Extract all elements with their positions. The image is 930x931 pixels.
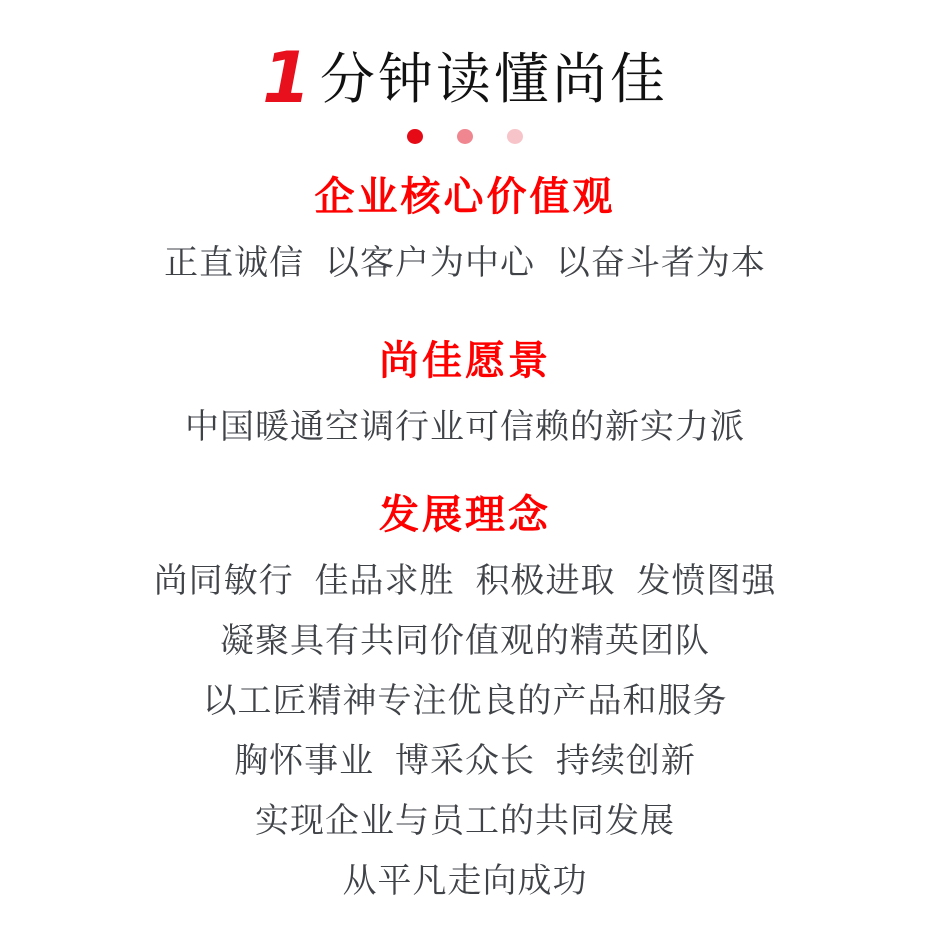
dot-light-pink-icon	[507, 129, 523, 144]
page-title	[0, 0, 930, 119]
development-line-2: 凝聚具有共同价值观的精英团队	[220, 622, 710, 660]
section-core-values-heading: 企业核心价值观	[314, 175, 616, 219]
core-values-line: 正直诚信 以客户为中心 以奋斗者为本	[164, 244, 766, 282]
development-line-3: 以工匠精神专注优良的产品和服务	[202, 682, 728, 720]
development-line-5: 实现企业与员工的共同发展	[255, 802, 675, 840]
dot-red-icon	[407, 129, 423, 144]
development-line-4: 胸怀事业 博采众长 持续创新	[234, 742, 696, 780]
dots-separator	[0, 129, 930, 145]
dot-medium-pink-icon	[457, 129, 473, 144]
title-number: 1	[262, 37, 314, 119]
section-vision-heading: 尚佳愿景	[379, 339, 551, 383]
vision-line: 中国暖通空调行业可信赖的新实力派	[185, 408, 745, 446]
section-core-values	[0, 175, 930, 293]
section-development-concept	[0, 493, 930, 911]
page-header	[0, 0, 930, 145]
development-line-1: 尚同敏行 佳品求胜 积极进取 发愤图强	[153, 562, 777, 600]
development-line-6: 从平凡走向成功	[342, 862, 588, 900]
title-text: 分钟读懂尚佳	[319, 48, 668, 110]
section-vision	[0, 339, 930, 457]
section-development-heading: 发展理念	[379, 493, 551, 537]
